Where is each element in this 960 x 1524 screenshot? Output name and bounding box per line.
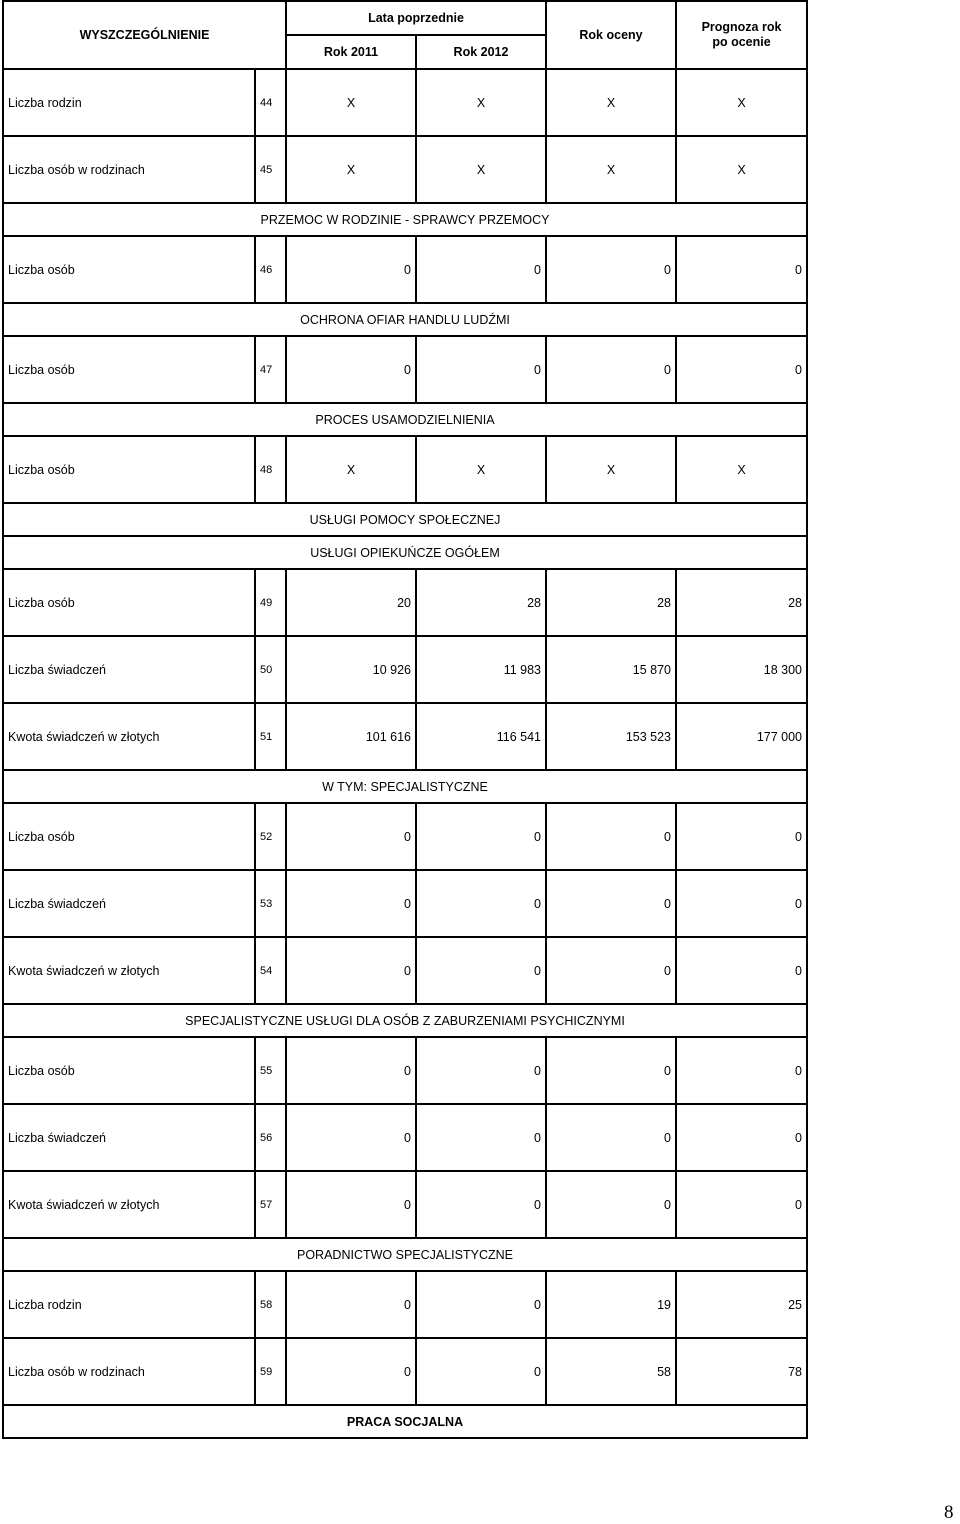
value-2011: 0 [286, 1104, 416, 1171]
row-label: Liczba świadczeń [3, 870, 255, 937]
value-eval-year: 58 [546, 1338, 676, 1405]
value-2011: 0 [286, 1338, 416, 1405]
value-eval-year: X [546, 136, 676, 203]
value-eval-year: 0 [546, 870, 676, 937]
value-2011: 0 [286, 236, 416, 303]
row-number: 55 [255, 1037, 286, 1104]
table-row [3, 803, 807, 870]
value-eval-year: 0 [546, 336, 676, 403]
table-row [3, 69, 807, 136]
row-label: Liczba osób w rodzinach [3, 1338, 255, 1405]
value-forecast: 0 [676, 336, 807, 403]
value-forecast: 0 [676, 937, 807, 1004]
header-label-cell: WYSZCZEGÓLNIENIE [3, 1, 286, 69]
row-number: 57 [255, 1171, 286, 1238]
value-2011: 20 [286, 569, 416, 636]
section-title: PRZEMOC W RODZINIE - SPRAWCY PRZEMOCY [3, 203, 807, 236]
header-year-2012: Rok 2012 [416, 35, 546, 69]
section-title: PORADNICTWO SPECJALISTYCZNE [3, 1238, 807, 1271]
row-label: Liczba osób [3, 336, 255, 403]
row-label: Liczba osób [3, 803, 255, 870]
value-forecast: X [676, 436, 807, 503]
value-forecast: 0 [676, 870, 807, 937]
row-label: Liczba świadczeń [3, 636, 255, 703]
section-row [3, 1004, 807, 1037]
value-2012: 0 [416, 1171, 546, 1238]
value-eval-year: 0 [546, 803, 676, 870]
table-row [3, 703, 807, 770]
row-label: Kwota świadczeń w złotych [3, 703, 255, 770]
value-eval-year: 0 [546, 1104, 676, 1171]
value-eval-year: 0 [546, 1037, 676, 1104]
value-forecast: X [676, 136, 807, 203]
value-2012: X [416, 69, 546, 136]
table-row [3, 569, 807, 636]
value-eval-year: 0 [546, 937, 676, 1004]
value-eval-year: 15 870 [546, 636, 676, 703]
row-number: 48 [255, 436, 286, 503]
value-forecast: 78 [676, 1338, 807, 1405]
value-forecast: 18 300 [676, 636, 807, 703]
value-2012: 116 541 [416, 703, 546, 770]
value-2012: 0 [416, 937, 546, 1004]
value-eval-year: X [546, 69, 676, 136]
value-forecast: 28 [676, 569, 807, 636]
row-label: Kwota świadczeń w złotych [3, 937, 255, 1004]
table-row [3, 636, 807, 703]
header-forecast-line1: Prognoza rok [701, 20, 782, 34]
row-number: 46 [255, 236, 286, 303]
value-2011: 0 [286, 336, 416, 403]
value-2011: 0 [286, 1037, 416, 1104]
table-row [3, 937, 807, 1004]
section-row [3, 770, 807, 803]
header-eval-year: Rok oceny [546, 1, 676, 69]
page-number: 8 [944, 1502, 954, 1523]
table-row [3, 870, 807, 937]
row-number: 52 [255, 803, 286, 870]
value-2012: 0 [416, 1338, 546, 1405]
section-title: USŁUGI OPIEKUŃCZE OGÓŁEM [3, 536, 807, 569]
row-label: Liczba osób [3, 436, 255, 503]
row-label: Liczba osób [3, 1037, 255, 1104]
value-eval-year: 28 [546, 569, 676, 636]
table-row [3, 436, 807, 503]
section-row [3, 303, 807, 336]
value-eval-year: 153 523 [546, 703, 676, 770]
section-title: SPECJALISTYCZNE USŁUGI DLA OSÓB Z ZABURZENIAMI PSYCHICZNYMI [3, 1004, 807, 1037]
section-title: PRACA SOCJALNA [3, 1405, 807, 1438]
section-title: USŁUGI POMOCY SPOŁECZNEJ [3, 503, 807, 536]
value-eval-year: X [546, 436, 676, 503]
row-label: Liczba świadczeń [3, 1104, 255, 1171]
row-label: Liczba osób [3, 569, 255, 636]
value-2012: 0 [416, 1271, 546, 1338]
section-row [3, 1238, 807, 1271]
row-label: Liczba rodzin [3, 1271, 255, 1338]
row-number: 47 [255, 336, 286, 403]
value-2011: 101 616 [286, 703, 416, 770]
value-2012: 0 [416, 870, 546, 937]
header-forecast-line2: po ocenie [712, 35, 771, 49]
table-row [3, 236, 807, 303]
row-number: 59 [255, 1338, 286, 1405]
value-2012: 0 [416, 236, 546, 303]
row-label: Kwota świadczeń w złotych [3, 1171, 255, 1238]
value-forecast: X [676, 69, 807, 136]
value-forecast: 0 [676, 803, 807, 870]
row-number: 54 [255, 937, 286, 1004]
value-2011: 0 [286, 870, 416, 937]
value-forecast: 0 [676, 1037, 807, 1104]
table-row [3, 136, 807, 203]
row-number: 58 [255, 1271, 286, 1338]
section-row [3, 1405, 807, 1438]
value-2012: 0 [416, 803, 546, 870]
section-title: PROCES USAMODZIELNIENIA [3, 403, 807, 436]
header-year-2011: Rok 2011 [286, 35, 416, 69]
table-row [3, 1171, 807, 1238]
section-row [3, 403, 807, 436]
value-2012: 0 [416, 1104, 546, 1171]
row-number: 50 [255, 636, 286, 703]
section-title: OCHRONA OFIAR HANDLU LUDŹMI [3, 303, 807, 336]
table-row [3, 1104, 807, 1171]
value-2011: 0 [286, 937, 416, 1004]
value-2011: X [286, 136, 416, 203]
row-label: Liczba rodzin [3, 69, 255, 136]
value-2012: 0 [416, 336, 546, 403]
assessment-table [2, 0, 808, 1439]
value-eval-year: 0 [546, 236, 676, 303]
row-number: 53 [255, 870, 286, 937]
row-number: 44 [255, 69, 286, 136]
section-row [3, 503, 807, 536]
row-number: 56 [255, 1104, 286, 1171]
value-forecast: 0 [676, 1104, 807, 1171]
value-2012: X [416, 136, 546, 203]
value-2011: X [286, 436, 416, 503]
value-forecast: 0 [676, 1171, 807, 1238]
section-row [3, 536, 807, 569]
value-2012: 28 [416, 569, 546, 636]
section-title: W TYM: SPECJALISTYCZNE [3, 770, 807, 803]
row-number: 49 [255, 569, 286, 636]
value-forecast: 25 [676, 1271, 807, 1338]
value-2011: 10 926 [286, 636, 416, 703]
row-number: 51 [255, 703, 286, 770]
value-2011: 0 [286, 803, 416, 870]
value-2011: 0 [286, 1171, 416, 1238]
table-row [3, 1338, 807, 1405]
value-2012: 11 983 [416, 636, 546, 703]
header-row-1 [3, 1, 807, 35]
row-number: 45 [255, 136, 286, 203]
value-forecast: 0 [676, 236, 807, 303]
row-label: Liczba osób w rodzinach [3, 136, 255, 203]
header-forecast [676, 1, 807, 69]
value-2012: 0 [416, 1037, 546, 1104]
value-2011: X [286, 69, 416, 136]
value-eval-year: 19 [546, 1271, 676, 1338]
table-row [3, 336, 807, 403]
table-row [3, 1271, 807, 1338]
table-row [3, 1037, 807, 1104]
value-forecast: 177 000 [676, 703, 807, 770]
value-eval-year: 0 [546, 1171, 676, 1238]
header-prev-years: Lata poprzednie [286, 1, 546, 35]
row-label: Liczba osób [3, 236, 255, 303]
value-2012: X [416, 436, 546, 503]
section-row [3, 203, 807, 236]
value-2011: 0 [286, 1271, 416, 1338]
